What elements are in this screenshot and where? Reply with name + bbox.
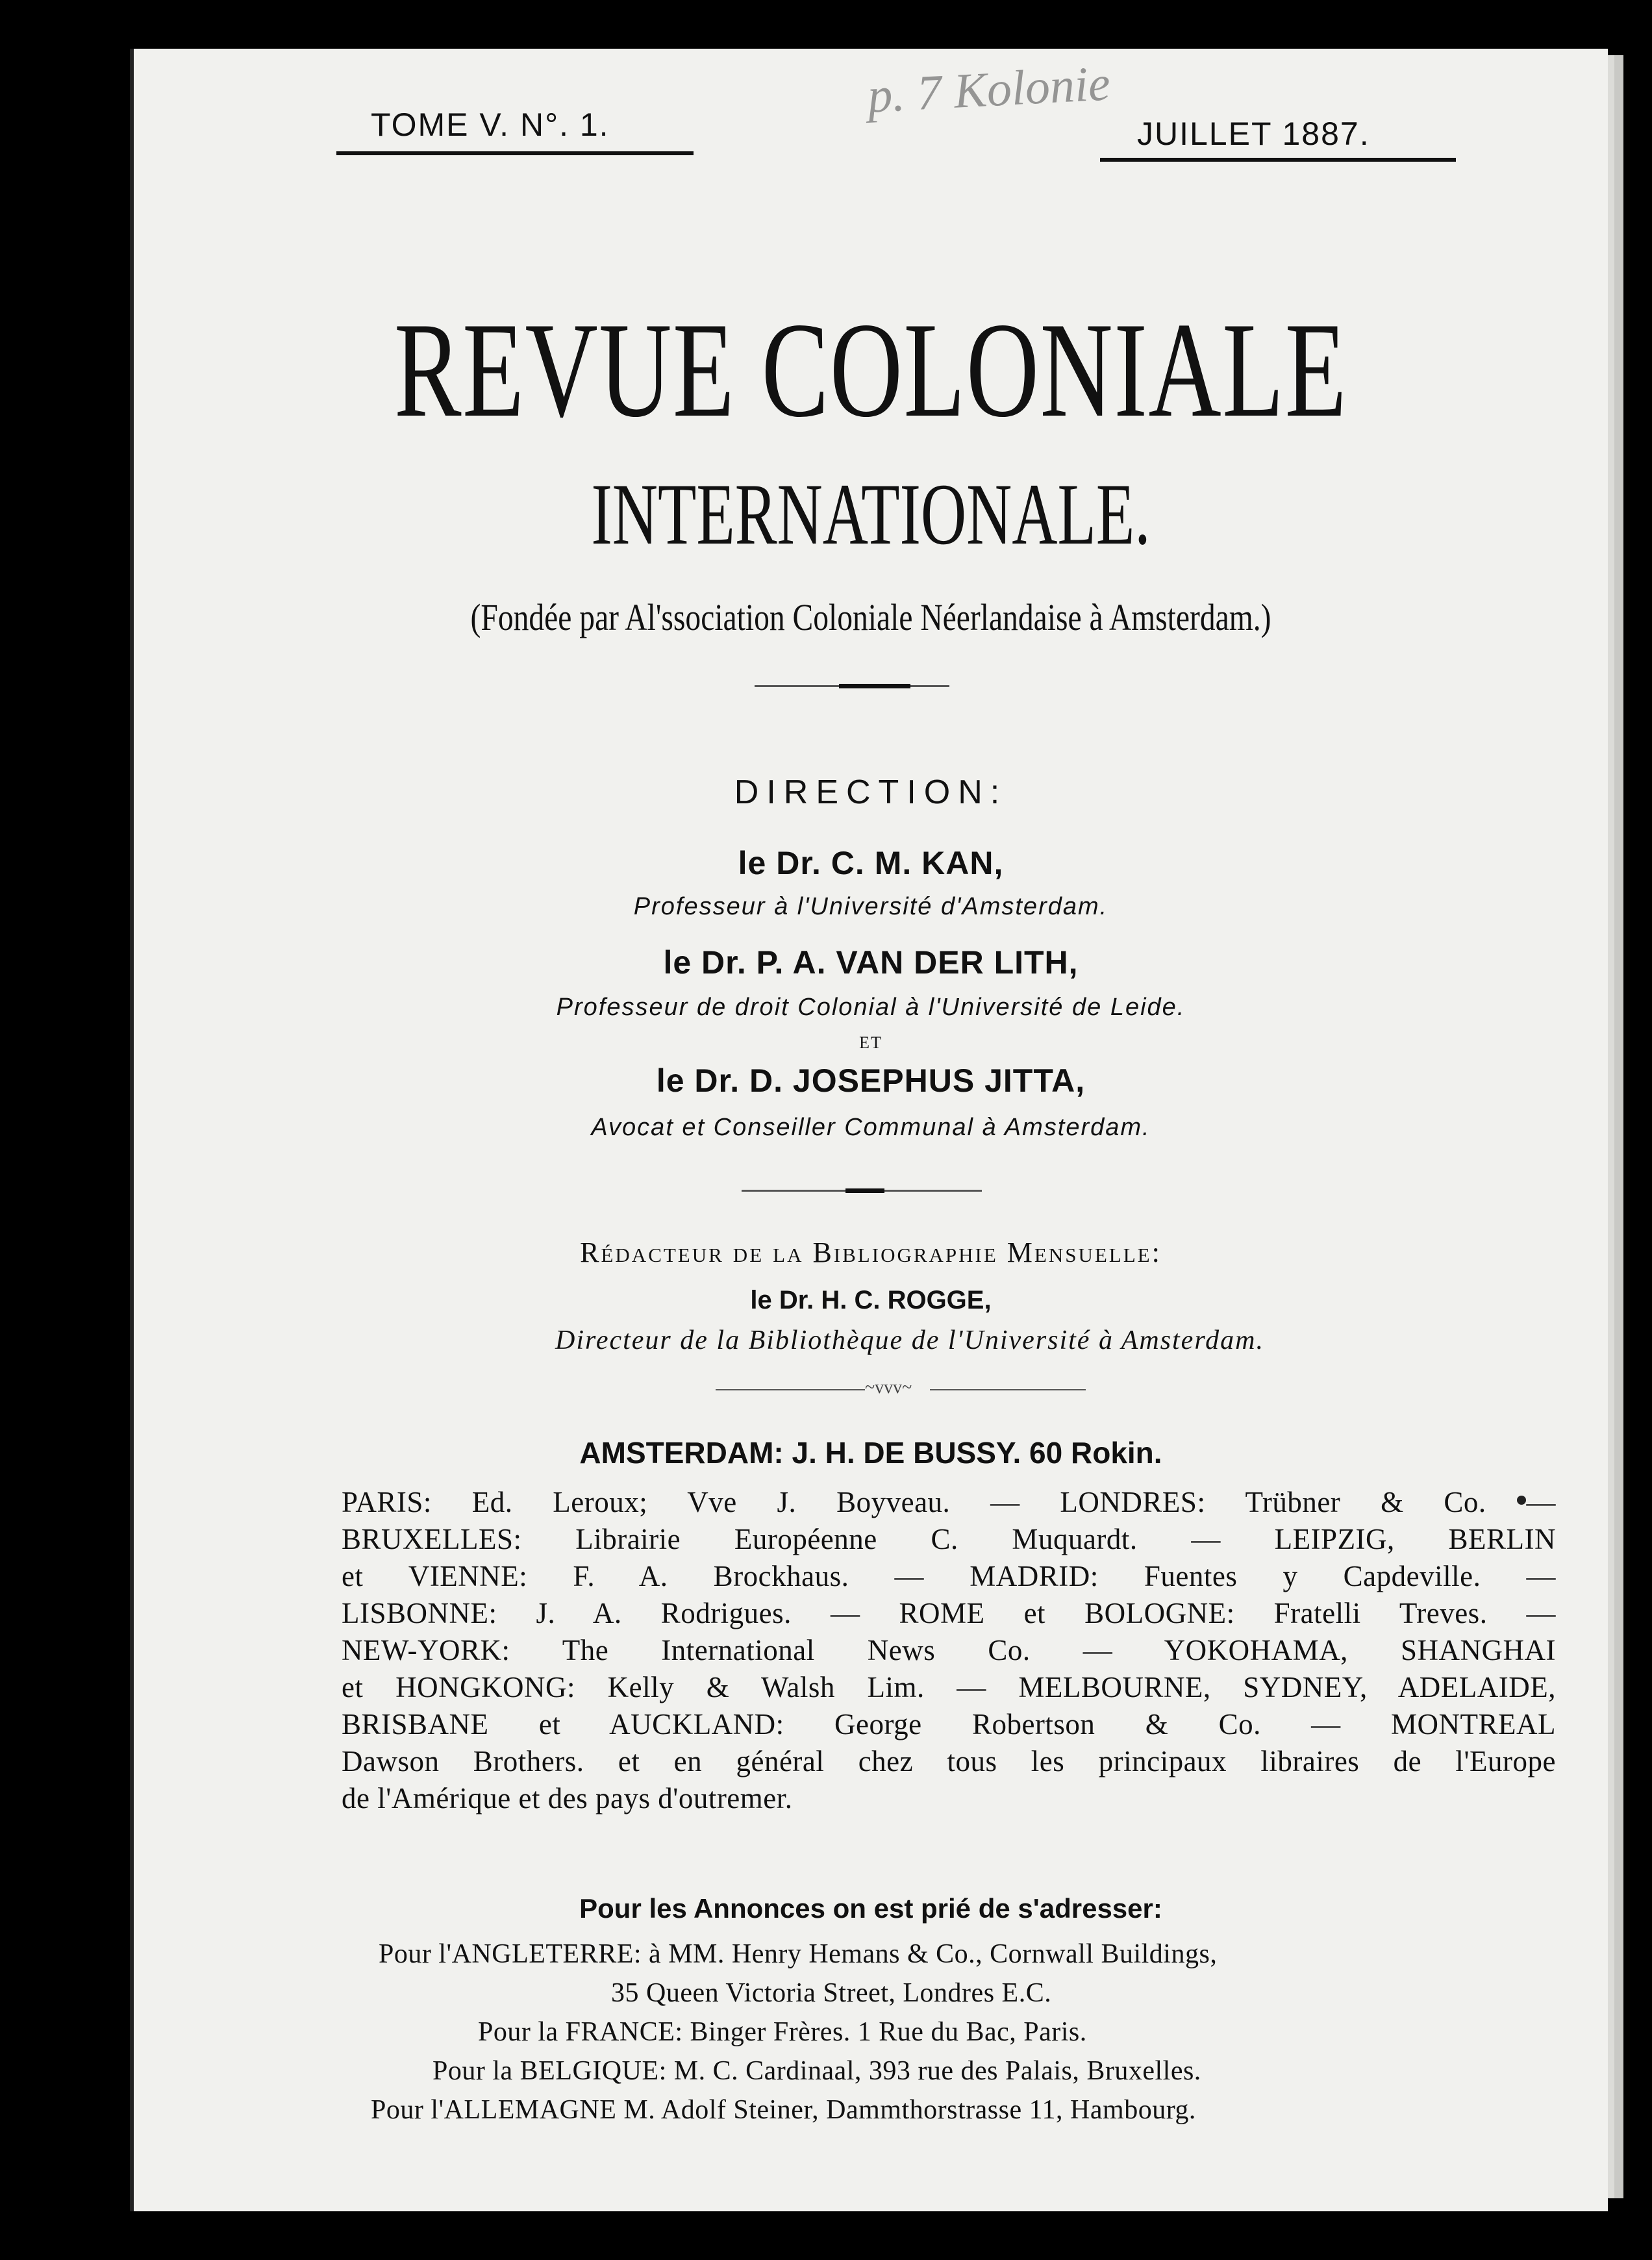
director-role: Professeur à l'Université d'Amsterdam. — [633, 893, 1108, 920]
agents-line: et VIENNE: F. A. Brockhaus. — MADRID: Fuentes y Capdeville. — — [342, 1560, 1556, 1592]
publisher-line: AMSTERDAM: J. H. DE BUSSY. 60 Rokin. — [579, 1436, 1162, 1470]
ornament-rule — [716, 1389, 865, 1390]
agents-line: de l'Amérique et des pays d'outremer. — [342, 1782, 793, 1814]
director-role: Professeur de droit Colonial à l'Université de Leide. — [556, 994, 1186, 1021]
agents-line: BRISBANE et AUCKLAND: George Robertson & Co. — MONTREAL — [342, 1708, 1556, 1740]
agents-list — [342, 1484, 1556, 1817]
conjunction-et: ET — [859, 1033, 882, 1052]
tome-number: TOME V. N°. 1. — [371, 107, 610, 143]
ornament-rule — [742, 1190, 845, 1192]
agents-line: Dawson Brothers. et en général chez tous les principaux libraires de l'Europe — [342, 1745, 1556, 1777]
annonces-heading: Pour les Annonces on est prié de s'adresser: — [579, 1893, 1162, 1924]
journal-subtitle: INTERNATIONALE. — [591, 466, 1151, 563]
annonce-line: Pour l'ANGLETERRE: à MM. Henry Hemans & Co., Cornwall Buildings, — [379, 1939, 1218, 1969]
document-page — [130, 49, 1608, 2211]
agents-line: PARIS: Ed. Leroux; Vve J. Boyveau. — LONDRES: Trübner & Co. — — [342, 1486, 1556, 1518]
agents-line: NEW-YORK: The International News Co. — YOKOHAMA, SHANGHAI — [342, 1634, 1556, 1666]
direction-heading: DIRECTION: — [734, 773, 1008, 811]
director-name: le Dr. C. M. KAN, — [738, 845, 1004, 881]
ornament-rule — [910, 685, 949, 687]
ornament-rule — [930, 1389, 1086, 1390]
issue-date: JUILLET 1887. — [1137, 116, 1370, 152]
ornament-rule — [839, 684, 910, 688]
founding-note: (Fondée par Al'ssociation Coloniale Néerlandaise à Amsterdam.) — [470, 596, 1271, 638]
journal-title: REVUE COLONIALE — [394, 295, 1348, 446]
bibliography-editor-name: le Dr. H. C. ROGGE, — [750, 1286, 992, 1314]
ornament-rule — [755, 685, 839, 687]
annonce-line: Pour la BELGIQUE: M. C. Cardinaal, 393 rue des Palais, Bruxelles. — [432, 2056, 1201, 2086]
header-rule-left — [336, 151, 694, 155]
agents-line: et HONGKONG: Kelly & Walsh Lim. — MELBOURNE, SYDNEY, ADELAIDE, — [342, 1671, 1556, 1703]
bibliography-editor-role: Directeur de la Bibliothèque de l'Université à Amsterdam. — [555, 1325, 1264, 1355]
agents-line: BRUXELLES: Librairie Européenne C. Muquardt. — LEIPZIG, BERLIN — [342, 1523, 1556, 1555]
page-edge — [1614, 55, 1623, 2198]
bibliography-heading: Rédacteur de la Bibliographie Mensuelle: — [580, 1237, 1162, 1268]
director-role: Avocat et Conseiller Communal à Amsterdam. — [591, 1114, 1151, 1141]
ornament-rule — [884, 1190, 982, 1192]
header-rule-right — [1100, 158, 1456, 162]
handwritten-note: p. 7 Kolonie — [866, 56, 1112, 123]
annonce-line: Pour l'ALLEMAGNE M. Adolf Steiner, Dammthorstrasse 11, Hambourg. — [371, 2095, 1196, 2125]
annonce-line: Pour la FRANCE: Binger Frères. 1 Rue du Bac, Paris. — [478, 2017, 1087, 2047]
director-name: le Dr. D. JOSEPHUS JITTA, — [656, 1062, 1086, 1099]
annonce-line: 35 Queen Victoria Street, Londres E.C. — [611, 1978, 1052, 2008]
ornament-rule — [845, 1188, 884, 1193]
director-name: le Dr. P. A. VAN DER LITH, — [663, 944, 1079, 981]
ornament-squiggle: ~vvv~ — [865, 1377, 912, 1398]
agents-line: LISBONNE: J. A. Rodrigues. — ROME et BOLOGNE: Fratelli Treves. — — [342, 1597, 1556, 1629]
